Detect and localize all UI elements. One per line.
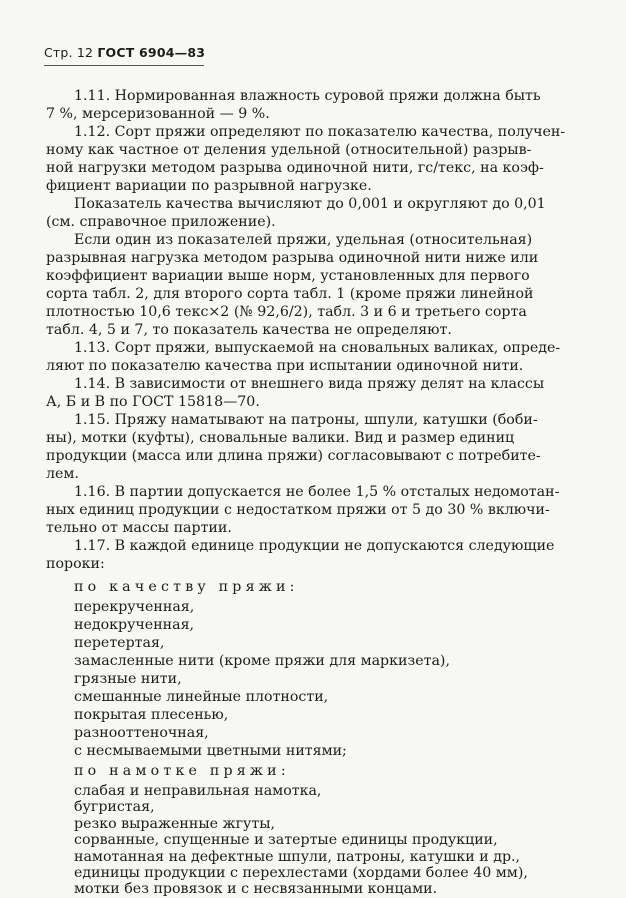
list-item: единицы продукции с перехлестами (хордами более 40 мм),: [74, 865, 528, 881]
list-item: покрытая плесенью,: [74, 707, 229, 723]
list-item: сорванные, спущенные и затертые единицы продукции,: [74, 832, 498, 849]
text-line: пороки:: [46, 556, 105, 572]
list-item: перекрученная,: [74, 599, 195, 615]
text-line: табл. 4, 5 и 7, то показатель качества не определяют.: [46, 322, 452, 338]
text-line: плотностью 10,6 текс×2 (№ 92,6/2), табл. 3 и 6 и третьего сорта: [46, 304, 527, 320]
list-item: слабая и неправильная намотка,: [74, 783, 322, 799]
text-line: ляют по показателю качества при испытании одиночной нити.: [46, 358, 524, 374]
list-item: замасленные нити (кроме пряжи для маркизета),: [74, 653, 450, 669]
list-item: резко выраженные жгуты,: [74, 815, 275, 832]
list-item: смешанные линейные плотности,: [74, 689, 329, 705]
text-line: 7 %, мерсеризованной — 9 %.: [46, 106, 270, 122]
text-line: продукции (масса или длина пряжи) согласовывают с потребите-: [46, 448, 541, 464]
text-line: лем.: [46, 466, 79, 482]
text-line: А, Б и В по ГОСТ 15818—70.: [46, 394, 260, 410]
text-line: (см. справочное приложение).: [46, 214, 276, 230]
header-rule: [44, 65, 204, 66]
standard-code: ГОСТ 6904—83: [97, 45, 206, 60]
list-item: грязные нити,: [74, 671, 182, 687]
text-line: Если один из показателей пряжи, удельная (относительная): [74, 232, 533, 248]
text-line: ных единиц продукции с недостатком пряжи от 5 до 30 % включи-: [46, 502, 550, 518]
text-line: 1.12. Сорт пряжи определяют по показателю качества, получен-: [74, 124, 566, 140]
page-header: [44, 45, 205, 60]
text-line: Показатель качества вычисляют до 0,001 и округляют до 0,01: [74, 196, 546, 212]
section-heading-winding: по намотке пряжи:: [74, 763, 290, 779]
list-item: перетертая,: [74, 635, 165, 651]
text-line: 1.17. В каждой единице продукции не допускаются следующие: [74, 538, 555, 554]
text-line: сорта табл. 2, для второго сорта табл. 1 (кроме пряжи линейной: [46, 286, 534, 302]
list-item: бугристая,: [74, 799, 155, 816]
text-line: 1.13. Сорт пряжи, выпускаемой на сновальных валиках, опреде-: [74, 340, 561, 356]
text-line: коэффициент вариации выше норм, установленных для первого: [46, 268, 530, 284]
list-item: разнооттеночная,: [74, 725, 209, 741]
text-line: фициент вариации по разрывной нагрузке.: [46, 178, 372, 194]
list-item: намотанная на дефектные шпули, патроны, катушки и др.,: [74, 848, 521, 865]
text-line: ны), мотки (куфты), сновальные валики. Вид и размер единиц: [46, 430, 515, 446]
text-line: 1.14. В зависимости от внешнего вида пряжу делят на классы: [74, 376, 545, 392]
list-item: недокрученная,: [74, 617, 195, 633]
list-item: мотки без провязок и с несвязанными концами.: [74, 881, 438, 898]
page-number: Стр. 12: [44, 45, 94, 60]
text-line: ной нагрузки методом разрыва одиночной нити, гс/текс, на коэф-: [46, 160, 544, 176]
text-line: тельно от массы партии.: [46, 520, 232, 536]
text-line: 1.11. Нормированная влажность суровой пряжи должна быть: [74, 88, 541, 104]
text-line: ному как частное от деления удельной (относительной) разрыв-: [46, 142, 532, 158]
text-line: разрывная нагрузка методом разрыва одиночной нити ниже или: [46, 250, 539, 266]
list-item: с несмываемыми цветными нитями;: [74, 743, 347, 759]
text-line: 1.15. Пряжу наматывают на патроны, шпули, катушки (боби-: [74, 412, 538, 428]
text-line: 1.16. В партии допускается не более 1,5 % отсталых недомотан-: [74, 484, 560, 500]
section-heading-quality: по качеству пряжи:: [74, 579, 299, 595]
